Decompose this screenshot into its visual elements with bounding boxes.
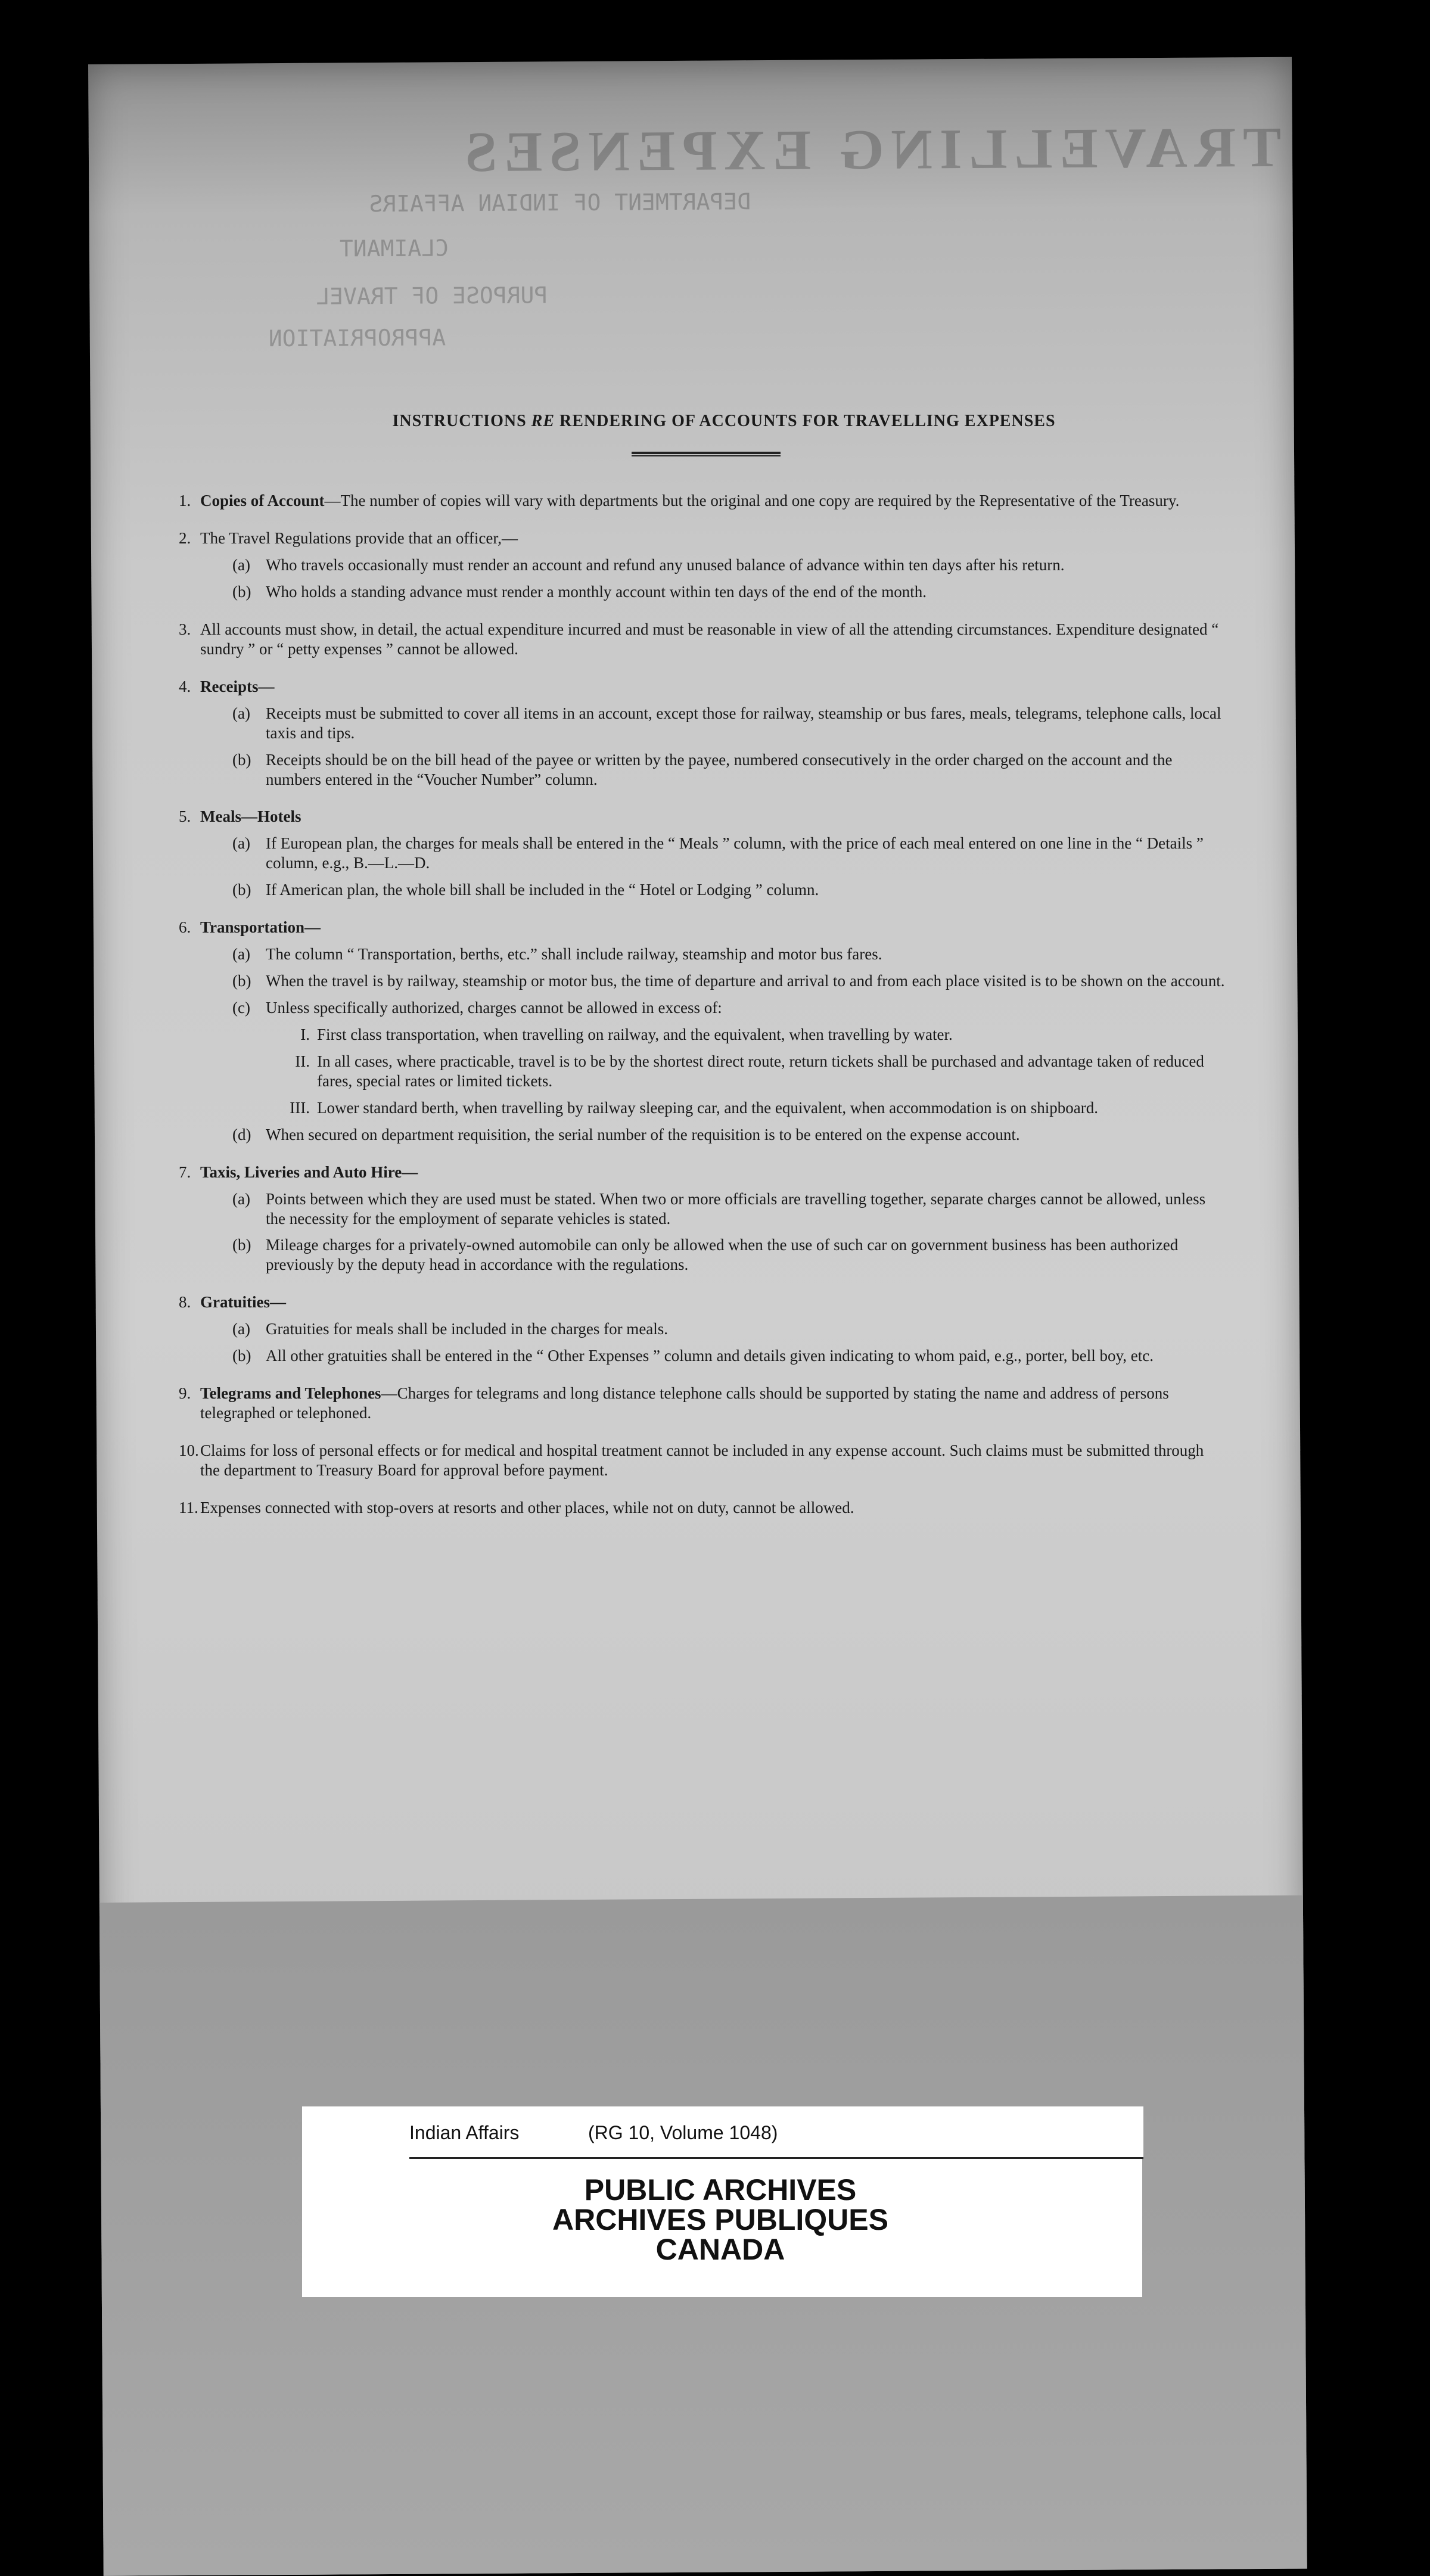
instruction-head: Receipts— xyxy=(200,677,275,695)
label-divider xyxy=(409,2157,1143,2159)
instruction-text xyxy=(200,620,1227,659)
sub-item-label: (b) xyxy=(232,972,251,990)
instruction-body: —The number of copies will vary with departments but the original and one copy are required by the Representative of the Treasury. xyxy=(324,492,1180,510)
instruction-list xyxy=(179,491,1227,1518)
instruction-heading xyxy=(179,529,1227,548)
sub-item xyxy=(232,750,1227,790)
instruction-heading xyxy=(179,807,1227,826)
instruction-item xyxy=(179,1498,1227,1518)
instruction-number: 10. xyxy=(179,1441,199,1460)
sub-item-label: III. xyxy=(290,1098,310,1117)
sub-item-label: (b) xyxy=(232,1347,251,1365)
instruction-heading xyxy=(179,918,1227,937)
instruction-number: 7. xyxy=(179,1163,191,1181)
sub-item-label: (a) xyxy=(232,556,250,574)
sub-item xyxy=(232,834,1227,873)
sub-item-text: Points between which they are used must be stated. When two or more officials are travelling together, separate charges cannot be allowed, unless the necessity for the employment of separate vehicles is stated. xyxy=(266,1189,1206,1228)
sub-item xyxy=(232,1189,1227,1229)
archive-reference: (RG 10, Volume 1048) xyxy=(588,2122,778,2143)
instruction-number: 11. xyxy=(179,1498,198,1517)
sub-item-text: If American plan, the whole bill shall be included in the “ Hotel or Lodging ” column. xyxy=(266,881,819,899)
instruction-heading xyxy=(179,620,1227,659)
instruction-text xyxy=(200,1163,1227,1182)
sub-item-text: Mileage charges for a privately-owned automobile can only be allowed when the use of such car on government business has been authorized previously by the deputy head in accordance with the regulations. xyxy=(266,1236,1179,1274)
instruction-body: Claims for loss of personal effects or for medical and hospital treatment cannot be included in any expense account. Such claims must be submitted through the department to Treasury Board for approval before payment. xyxy=(200,1441,1204,1479)
sub-item-label: (d) xyxy=(232,1125,251,1143)
sub-item xyxy=(232,555,1227,575)
sub-item-text: If European plan, the charges for meals shall be entered in the “ Meals ” column, with the price of each meal entered on one line in the “ Details ” column, e.g., B.—L.—D. xyxy=(266,834,1204,872)
title-rule xyxy=(632,452,781,456)
instruction-body: All accounts must show, in detail, the actual expenditure incurred and must be reasonable in view of all the attending circumstances. Expenditure designated “ sundry ” or “ petty expenses ” cannot be allowed. xyxy=(200,620,1219,658)
instruction-head: Gratuities— xyxy=(200,1293,286,1312)
bleed-through-line: PURPOSE OF TRAVEL xyxy=(316,282,548,310)
sub-item xyxy=(232,704,1227,743)
instruction-text xyxy=(200,1292,1227,1312)
instruction-heading xyxy=(179,1384,1227,1423)
instruction-item xyxy=(179,620,1227,659)
instruction-heading xyxy=(179,1292,1227,1312)
sub-item-label: (b) xyxy=(232,881,251,899)
instructions-document xyxy=(179,411,1227,1536)
instruction-head: Copies of Account xyxy=(200,492,325,510)
instruction-heading xyxy=(179,491,1227,511)
sub-item xyxy=(232,582,1227,602)
instruction-text xyxy=(200,1384,1227,1423)
instruction-head: Taxis, Liveries and Auto Hire— xyxy=(200,1163,418,1181)
sub-item-label: (b) xyxy=(232,1236,251,1254)
sub-item-text: Gratuities for meals shall be included in the charges for meals. xyxy=(266,1320,669,1338)
instruction-item xyxy=(179,807,1227,900)
archives-stamp: PUBLIC ARCHIVES ARCHIVES PUBLIQUES CANADA xyxy=(552,2173,888,2266)
sub-item-text: Receipts should be on the bill head of the payee or written by the payee, numbered consecutively in the order charged on the account and the numbers entered in the “Voucher Number” column. xyxy=(266,750,1173,788)
instruction-text xyxy=(200,529,1227,548)
sub-item xyxy=(232,1346,1227,1366)
bleed-through-title: TRAVELLING EXPENSES xyxy=(458,114,1282,184)
sub-item-label: (b) xyxy=(232,750,251,769)
instruction-number: 6. xyxy=(179,918,191,937)
bleed-through-line: DEPARTMENT OF INDIAN AFFAIRS xyxy=(369,188,751,217)
instruction-number: 3. xyxy=(179,620,191,638)
instruction-text xyxy=(200,807,1227,826)
sub-item xyxy=(232,998,1227,1018)
sub-item-text: The column “ Transportation, berths, etc.” shall include railway, steamship and motor bus fares. xyxy=(266,945,882,964)
roman-item xyxy=(280,1052,1227,1091)
sub-item-text: When the travel is by railway, steamship or motor bus, the time of departure and arrival to and from each place visited is to be shown on the account. xyxy=(266,972,1225,990)
sub-item-label: II. xyxy=(295,1052,310,1070)
archive-reference-strip xyxy=(409,2106,1143,2157)
instruction-text xyxy=(200,677,1227,697)
sub-item xyxy=(232,944,1227,964)
instruction-item xyxy=(179,491,1227,511)
bleed-through-line: APPROPRIATION xyxy=(268,324,446,352)
sub-item-text: First class transportation, when travelling on railway, and the equivalent, when travelling by water. xyxy=(317,1025,953,1043)
instruction-heading xyxy=(179,1441,1227,1480)
sub-item-label: (a) xyxy=(232,1189,250,1208)
bleed-through-line: CLAIMANT xyxy=(339,235,449,262)
instruction-number: 9. xyxy=(179,1384,191,1403)
instruction-item xyxy=(179,1292,1227,1366)
instruction-body: The Travel Regulations provide that an officer,— xyxy=(200,529,518,548)
sub-item-label: (a) xyxy=(232,1320,250,1338)
instruction-text xyxy=(200,1441,1227,1480)
instruction-body: Expenses connected with stop-overs at resorts and other places, while not on duty, cannot be allowed. xyxy=(200,1498,854,1517)
instruction-text xyxy=(200,918,1227,937)
sub-item-text: All other gratuities shall be entered in the “ Other Expenses ” column and details given indicating to whom paid, e.g., porter, bell boy, etc. xyxy=(266,1347,1154,1365)
instruction-number: 4. xyxy=(179,677,191,695)
sub-item-text: Lower standard berth, when travelling by railway sleeping car, and the equivalent, when accommodation is on shipboard. xyxy=(317,1098,1099,1117)
sub-item-label: (a) xyxy=(232,834,250,853)
sub-item-text: Who holds a standing advance must render a monthly account within ten days of the end of the month. xyxy=(266,582,927,601)
document-title: INSTRUCTIONS RE RENDERING OF ACCOUNTS FOR TRAVELLING EXPENSES xyxy=(392,412,1056,430)
instruction-item xyxy=(179,1441,1227,1480)
sub-item-text: Unless specifically authorized, charges cannot be allowed in excess of: xyxy=(266,999,722,1017)
roman-item xyxy=(280,1098,1227,1118)
instruction-item xyxy=(179,918,1227,1144)
instruction-item xyxy=(179,677,1227,790)
instruction-body: —Charges for telegrams and long distance telephone calls should be supported by stating the name and address of persons telegraphed or telephoned. xyxy=(200,1384,1169,1422)
sub-item xyxy=(232,1125,1227,1145)
sub-item xyxy=(232,880,1227,900)
instruction-text xyxy=(200,1498,1227,1518)
instruction-item xyxy=(179,1384,1227,1423)
instruction-text xyxy=(200,491,1227,511)
sub-item-text: In all cases, where practicable, travel is to be by the shortest direct route, return tickets shall be purchased and advantage taken of reduced fares, special rates or limited tickets. xyxy=(317,1052,1204,1090)
instruction-number: 1. xyxy=(179,492,191,510)
instruction-heading xyxy=(179,1163,1227,1182)
sub-item xyxy=(232,1235,1227,1275)
sub-item-label: (b) xyxy=(232,582,251,601)
instruction-number: 8. xyxy=(179,1293,191,1312)
sub-item-label: (a) xyxy=(232,945,250,964)
sub-item-label: I. xyxy=(300,1025,310,1043)
instruction-item xyxy=(179,529,1227,602)
instruction-head: Telegrams and Telephones xyxy=(200,1384,381,1403)
sub-item-label: (a) xyxy=(232,704,250,722)
instruction-head: Meals—Hotels xyxy=(200,807,301,826)
sub-item xyxy=(232,971,1227,991)
sub-item-text: When secured on department requisition, the serial number of the requisition is to be entered on the expense account. xyxy=(266,1125,1020,1143)
archive-series: Indian Affairs xyxy=(409,2122,520,2143)
sub-item-text: Receipts must be submitted to cover all items in an account, except those for railway, steamship or bus fares, meals, telegrams, telephone calls, local taxis and tips. xyxy=(266,704,1221,742)
instruction-item xyxy=(179,1163,1227,1275)
instruction-heading xyxy=(179,677,1227,697)
sub-item-label: (c) xyxy=(232,999,250,1017)
sub-item-text: Who travels occasionally must render an account and refund any unused balance of advance within ten days after his return. xyxy=(266,556,1065,574)
instruction-heading xyxy=(179,1498,1227,1518)
instruction-head: Transportation— xyxy=(200,918,321,937)
archive-label xyxy=(302,2106,1142,2297)
sub-item xyxy=(232,1319,1227,1339)
instruction-number: 5. xyxy=(179,807,191,826)
roman-item xyxy=(280,1025,1227,1045)
instruction-number: 2. xyxy=(179,529,191,548)
